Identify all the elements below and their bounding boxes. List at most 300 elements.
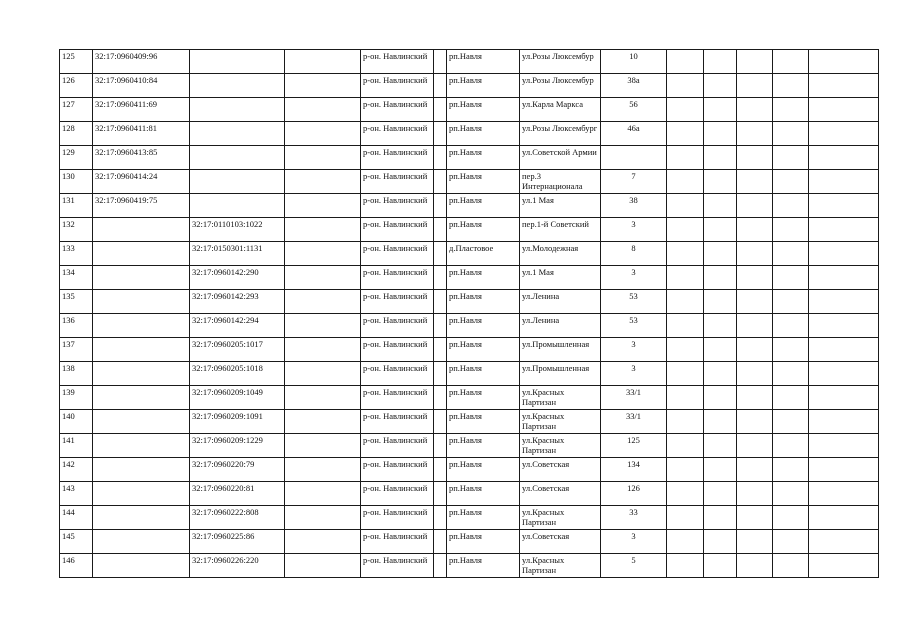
row-number-cell: 129 [60, 146, 93, 170]
empty-cell [773, 242, 809, 266]
locality-cell: д.Пластовое [447, 242, 520, 266]
row-number-cell: 141 [60, 434, 93, 458]
cadastral-number-new-cell: 32:17:0960205:1018 [190, 362, 285, 386]
table-row [60, 458, 879, 482]
table-row [60, 266, 879, 290]
empty-cell [434, 362, 447, 386]
empty-cell [434, 314, 447, 338]
house-number-cell: 38 [601, 194, 667, 218]
cadastral-number-cell [93, 362, 190, 386]
empty-cell [285, 194, 361, 218]
empty-cell [773, 50, 809, 74]
empty-cell [773, 386, 809, 410]
empty-cell [773, 194, 809, 218]
empty-cell [667, 170, 704, 194]
empty-cell [737, 314, 773, 338]
table-row [60, 482, 879, 506]
locality-cell: рп.Навля [447, 338, 520, 362]
empty-cell [809, 290, 879, 314]
empty-cell [737, 362, 773, 386]
empty-cell [434, 74, 447, 98]
cadastral-number-cell: 32:17:0960414:24 [93, 170, 190, 194]
empty-cell [773, 410, 809, 434]
empty-cell [809, 266, 879, 290]
empty-cell [704, 50, 737, 74]
empty-cell [285, 98, 361, 122]
empty-cell [737, 242, 773, 266]
locality-cell: рп.Навля [447, 98, 520, 122]
empty-cell [773, 554, 809, 578]
empty-cell [434, 386, 447, 410]
empty-cell [667, 122, 704, 146]
cadastral-number-cell [93, 506, 190, 530]
empty-cell [434, 242, 447, 266]
row-number-cell: 134 [60, 266, 93, 290]
cadastral-number-new-cell [190, 50, 285, 74]
locality-cell: рп.Навля [447, 458, 520, 482]
empty-cell [809, 530, 879, 554]
house-number-cell: 5 [601, 554, 667, 578]
row-number-cell: 133 [60, 242, 93, 266]
empty-cell [285, 410, 361, 434]
row-number-cell: 145 [60, 530, 93, 554]
district-cell: р-он. Навлинский [361, 122, 434, 146]
locality-cell: рп.Навля [447, 554, 520, 578]
cadastral-number-cell [93, 242, 190, 266]
district-cell: р-он. Навлинский [361, 314, 434, 338]
empty-cell [285, 146, 361, 170]
empty-cell [667, 458, 704, 482]
street-cell: ул.Советская [520, 530, 601, 554]
district-cell: р-он. Навлинский [361, 458, 434, 482]
empty-cell [285, 338, 361, 362]
cadastral-number-new-cell: 32:17:0150301:1131 [190, 242, 285, 266]
table-row [60, 194, 879, 218]
cadastral-number-new-cell [190, 98, 285, 122]
empty-cell [737, 122, 773, 146]
locality-cell: рп.Навля [447, 482, 520, 506]
empty-cell [737, 506, 773, 530]
empty-cell [667, 146, 704, 170]
empty-cell [285, 50, 361, 74]
empty-cell [285, 170, 361, 194]
empty-cell [667, 530, 704, 554]
empty-cell [773, 218, 809, 242]
district-cell: р-он. Навлинский [361, 530, 434, 554]
cadastral-number-new-cell: 32:17:0960142:294 [190, 314, 285, 338]
row-number-cell: 135 [60, 290, 93, 314]
district-cell: р-он. Навлинский [361, 266, 434, 290]
empty-cell [704, 242, 737, 266]
house-number-cell: 33 [601, 506, 667, 530]
empty-cell [773, 170, 809, 194]
empty-cell [667, 242, 704, 266]
street-cell: ул.Розы Люксембур [520, 50, 601, 74]
empty-cell [667, 506, 704, 530]
empty-cell [704, 74, 737, 98]
street-cell: ул.1 Мая [520, 194, 601, 218]
cadastral-number-cell: 32:17:0960413:85 [93, 146, 190, 170]
locality-cell: рп.Навля [447, 362, 520, 386]
empty-cell [704, 314, 737, 338]
empty-cell [809, 242, 879, 266]
empty-cell [773, 290, 809, 314]
cadastral-number-cell [93, 266, 190, 290]
empty-cell [434, 506, 447, 530]
cadastral-number-cell: 32:17:0960409:96 [93, 50, 190, 74]
row-number-cell: 140 [60, 410, 93, 434]
empty-cell [704, 482, 737, 506]
empty-cell [773, 482, 809, 506]
empty-cell [434, 482, 447, 506]
row-number-cell: 136 [60, 314, 93, 338]
street-cell: ул.1 Мая [520, 266, 601, 290]
empty-cell [434, 458, 447, 482]
house-number-cell: 3 [601, 530, 667, 554]
empty-cell [737, 194, 773, 218]
empty-cell [737, 98, 773, 122]
cadastral-number-new-cell: 32:17:0960220:79 [190, 458, 285, 482]
empty-cell [737, 50, 773, 74]
empty-cell [434, 218, 447, 242]
cadastral-number-new-cell: 32:17:0960222:808 [190, 506, 285, 530]
empty-cell [667, 266, 704, 290]
street-cell: ул.Розы Люксембург [520, 122, 601, 146]
cadastral-number-cell [93, 338, 190, 362]
empty-cell [704, 290, 737, 314]
empty-cell [737, 266, 773, 290]
district-cell: р-он. Навлинский [361, 506, 434, 530]
street-cell: ул.Советской Армии [520, 146, 601, 170]
cadastral-number-cell [93, 554, 190, 578]
house-number-cell: 3 [601, 218, 667, 242]
empty-cell [667, 482, 704, 506]
row-number-cell: 137 [60, 338, 93, 362]
district-cell: р-он. Навлинский [361, 74, 434, 98]
empty-cell [285, 122, 361, 146]
cadastral-number-cell: 32:17:0960411:69 [93, 98, 190, 122]
empty-cell [773, 314, 809, 338]
cadastral-number-new-cell: 32:17:0960142:293 [190, 290, 285, 314]
empty-cell [704, 554, 737, 578]
cadastral-number-cell [93, 410, 190, 434]
empty-cell [704, 266, 737, 290]
empty-cell [704, 122, 737, 146]
cadastral-number-cell [93, 386, 190, 410]
row-number-cell: 139 [60, 386, 93, 410]
district-cell: р-он. Навлинский [361, 338, 434, 362]
district-cell: р-он. Навлинский [361, 242, 434, 266]
locality-cell: рп.Навля [447, 170, 520, 194]
empty-cell [285, 434, 361, 458]
house-number-cell: 53 [601, 290, 667, 314]
cadastral-number-cell [93, 314, 190, 338]
empty-cell [434, 50, 447, 74]
empty-cell [809, 554, 879, 578]
empty-cell [704, 458, 737, 482]
house-number-cell: 56 [601, 98, 667, 122]
district-cell: р-он. Навлинский [361, 50, 434, 74]
house-number-cell: 53 [601, 314, 667, 338]
empty-cell [434, 170, 447, 194]
empty-cell [434, 146, 447, 170]
empty-cell [809, 218, 879, 242]
empty-cell [773, 146, 809, 170]
street-cell: ул.Красных Партизан [520, 434, 601, 458]
row-number-cell: 143 [60, 482, 93, 506]
table-row [60, 434, 879, 458]
cadastral-number-new-cell: 32:17:0960205:1017 [190, 338, 285, 362]
street-cell: ул.Розы Люксембур [520, 74, 601, 98]
table-row [60, 50, 879, 74]
cadastral-number-new-cell [190, 146, 285, 170]
empty-cell [285, 242, 361, 266]
locality-cell: рп.Навля [447, 218, 520, 242]
cadastral-number-cell [93, 434, 190, 458]
cadastral-number-cell [93, 458, 190, 482]
locality-cell: рп.Навля [447, 50, 520, 74]
empty-cell [737, 482, 773, 506]
empty-cell [434, 410, 447, 434]
empty-cell [704, 530, 737, 554]
street-cell: ул.Красных Партизан [520, 554, 601, 578]
empty-cell [773, 458, 809, 482]
street-cell: ул.Промышленная [520, 338, 601, 362]
table-row [60, 386, 879, 410]
empty-cell [285, 362, 361, 386]
empty-cell [809, 194, 879, 218]
empty-cell [773, 506, 809, 530]
cadastral-number-cell: 32:17:0960410:84 [93, 74, 190, 98]
district-cell: р-он. Навлинский [361, 98, 434, 122]
empty-cell [667, 314, 704, 338]
empty-cell [704, 218, 737, 242]
row-number-cell: 130 [60, 170, 93, 194]
street-cell: ул.Красных Партизан [520, 386, 601, 410]
cadastral-number-cell [93, 218, 190, 242]
empty-cell [704, 362, 737, 386]
empty-cell [667, 50, 704, 74]
empty-cell [667, 194, 704, 218]
empty-cell [667, 218, 704, 242]
street-cell: ул.Ленина [520, 314, 601, 338]
empty-cell [809, 338, 879, 362]
row-number-cell: 131 [60, 194, 93, 218]
empty-cell [285, 266, 361, 290]
empty-cell [434, 122, 447, 146]
cadastral-number-new-cell: 32:17:0960226:220 [190, 554, 285, 578]
district-cell: р-он. Навлинский [361, 386, 434, 410]
table-row [60, 146, 879, 170]
empty-cell [773, 266, 809, 290]
empty-cell [285, 530, 361, 554]
empty-cell [773, 74, 809, 98]
cadastral-number-new-cell: 32:17:0960209:1229 [190, 434, 285, 458]
cadastral-number-cell: 32:17:0960411:81 [93, 122, 190, 146]
empty-cell [809, 362, 879, 386]
cadastral-number-new-cell [190, 170, 285, 194]
empty-cell [704, 146, 737, 170]
empty-cell [667, 386, 704, 410]
cadastral-number-new-cell [190, 122, 285, 146]
street-cell: ул.Советская [520, 458, 601, 482]
locality-cell: рп.Навля [447, 266, 520, 290]
district-cell: р-он. Навлинский [361, 146, 434, 170]
street-cell: ул.Молодежная [520, 242, 601, 266]
row-number-cell: 128 [60, 122, 93, 146]
empty-cell [809, 458, 879, 482]
empty-cell [809, 314, 879, 338]
cadastral-number-new-cell [190, 74, 285, 98]
cadastral-number-new-cell: 32:17:0110103:1022 [190, 218, 285, 242]
empty-cell [285, 506, 361, 530]
street-cell: ул.Красных Партизан [520, 506, 601, 530]
empty-cell [434, 98, 447, 122]
empty-cell [434, 266, 447, 290]
cadastral-number-new-cell: 32:17:0960209:1049 [190, 386, 285, 410]
empty-cell [285, 386, 361, 410]
empty-cell [704, 194, 737, 218]
table-row [60, 98, 879, 122]
empty-cell [285, 218, 361, 242]
empty-cell [773, 362, 809, 386]
empty-cell [434, 290, 447, 314]
row-number-cell: 125 [60, 50, 93, 74]
street-cell: ул.Карла Маркса [520, 98, 601, 122]
cadastral-number-new-cell [190, 194, 285, 218]
empty-cell [667, 98, 704, 122]
property-register-table [59, 49, 879, 578]
empty-cell [434, 434, 447, 458]
district-cell: р-он. Навлинский [361, 194, 434, 218]
empty-cell [737, 554, 773, 578]
empty-cell [434, 194, 447, 218]
empty-cell [667, 74, 704, 98]
locality-cell: рп.Навля [447, 434, 520, 458]
empty-cell [809, 170, 879, 194]
empty-cell [285, 74, 361, 98]
empty-cell [704, 434, 737, 458]
cadastral-number-cell [93, 482, 190, 506]
locality-cell: рп.Навля [447, 314, 520, 338]
empty-cell [809, 386, 879, 410]
row-number-cell: 132 [60, 218, 93, 242]
house-number-cell: 134 [601, 458, 667, 482]
cadastral-number-new-cell: 32:17:0960142:290 [190, 266, 285, 290]
row-number-cell: 142 [60, 458, 93, 482]
register-sheet [59, 49, 879, 578]
house-number-cell: 38а [601, 74, 667, 98]
locality-cell: рп.Навля [447, 530, 520, 554]
empty-cell [809, 482, 879, 506]
house-number-cell: 125 [601, 434, 667, 458]
street-cell: ул.Промышленная [520, 362, 601, 386]
empty-cell [737, 74, 773, 98]
district-cell: р-он. Навлинский [361, 554, 434, 578]
house-number-cell: 126 [601, 482, 667, 506]
district-cell: р-он. Навлинский [361, 290, 434, 314]
empty-cell [434, 530, 447, 554]
empty-cell [285, 554, 361, 578]
district-cell: р-он. Навлинский [361, 362, 434, 386]
table-row [60, 122, 879, 146]
empty-cell [737, 146, 773, 170]
locality-cell: рп.Навля [447, 410, 520, 434]
house-number-cell [601, 146, 667, 170]
house-number-cell: 7 [601, 170, 667, 194]
house-number-cell: 3 [601, 338, 667, 362]
table-row [60, 530, 879, 554]
locality-cell: рп.Навля [447, 122, 520, 146]
cadastral-number-new-cell: 32:17:0960209:1091 [190, 410, 285, 434]
row-number-cell: 138 [60, 362, 93, 386]
empty-cell [704, 386, 737, 410]
empty-cell [809, 146, 879, 170]
empty-cell [809, 74, 879, 98]
district-cell: р-он. Навлинский [361, 482, 434, 506]
empty-cell [773, 530, 809, 554]
table-row [60, 290, 879, 314]
house-number-cell: 10 [601, 50, 667, 74]
empty-cell [434, 338, 447, 362]
house-number-cell: 46а [601, 122, 667, 146]
empty-cell [737, 530, 773, 554]
empty-cell [809, 410, 879, 434]
table-row [60, 218, 879, 242]
street-cell: ул.Ленина [520, 290, 601, 314]
locality-cell: рп.Навля [447, 506, 520, 530]
empty-cell [737, 386, 773, 410]
row-number-cell: 144 [60, 506, 93, 530]
empty-cell [737, 290, 773, 314]
empty-cell [704, 506, 737, 530]
street-cell: ул.Советская [520, 482, 601, 506]
empty-cell [667, 554, 704, 578]
empty-cell [667, 410, 704, 434]
empty-cell [667, 434, 704, 458]
empty-cell [285, 458, 361, 482]
empty-cell [667, 338, 704, 362]
locality-cell: рп.Навля [447, 74, 520, 98]
locality-cell: рп.Навля [447, 146, 520, 170]
empty-cell [737, 338, 773, 362]
empty-cell [737, 434, 773, 458]
table-row [60, 314, 879, 338]
table-row [60, 170, 879, 194]
cadastral-number-cell: 32:17:0960419:75 [93, 194, 190, 218]
locality-cell: рп.Навля [447, 290, 520, 314]
street-cell: пер.1-й Советский [520, 218, 601, 242]
house-number-cell: 3 [601, 266, 667, 290]
district-cell: р-он. Навлинский [361, 170, 434, 194]
empty-cell [737, 458, 773, 482]
district-cell: р-он. Навлинский [361, 434, 434, 458]
table-row [60, 74, 879, 98]
house-number-cell: 8 [601, 242, 667, 266]
empty-cell [737, 410, 773, 434]
cadastral-number-cell [93, 530, 190, 554]
table-row [60, 362, 879, 386]
empty-cell [704, 170, 737, 194]
locality-cell: рп.Навля [447, 386, 520, 410]
empty-cell [773, 434, 809, 458]
cadastral-number-new-cell: 32:17:0960225:86 [190, 530, 285, 554]
district-cell: р-он. Навлинский [361, 410, 434, 434]
empty-cell [809, 506, 879, 530]
table-row [60, 410, 879, 434]
empty-cell [809, 98, 879, 122]
empty-cell [809, 50, 879, 74]
